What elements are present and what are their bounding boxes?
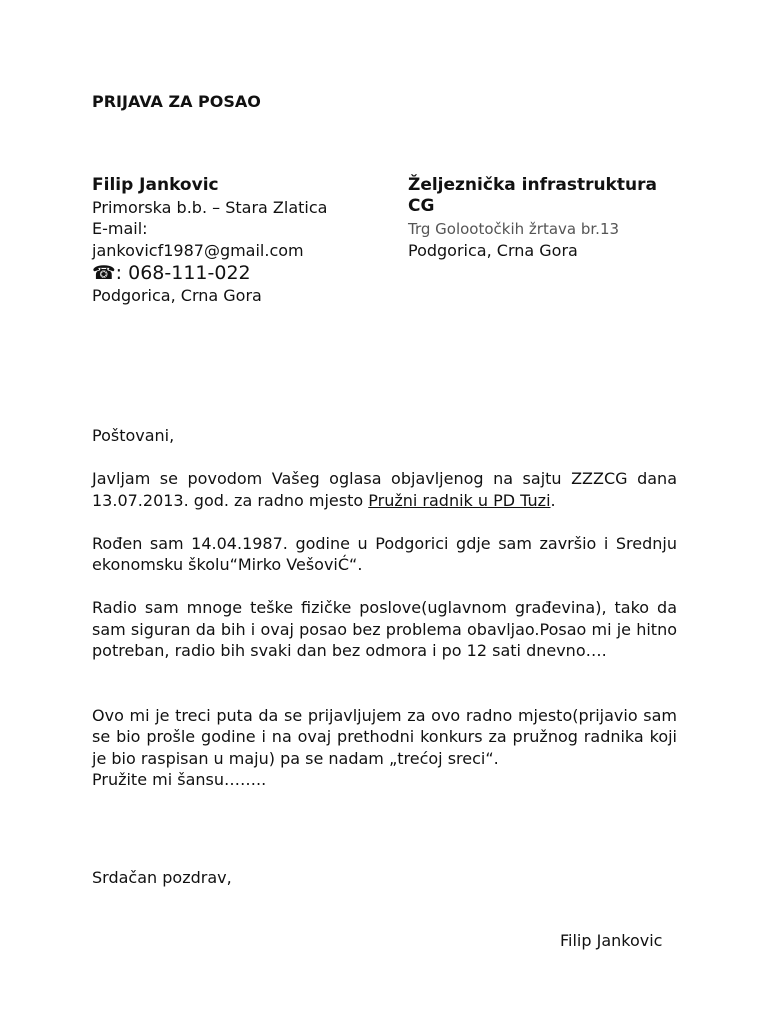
sender-name: Filip Jankovic	[92, 175, 219, 195]
recipient-org-line2: CG	[408, 196, 435, 216]
sender-city: Podgorica, Crna Gora	[92, 286, 262, 305]
signature: Filip Jankovic	[560, 931, 663, 950]
sender-phone: : 068-111-022	[115, 262, 251, 284]
paragraph-4: Ovo mi je treci puta da se prijavljujem za ovo radno mjesto(prijavio sam se bio prošle godine i na ovaj prethodni konkurs za pružnog radnika koji je bio raspisan u maju) pa se nadam „trećoj sreci“.	[92, 705, 677, 768]
paragraph-1	[92, 468, 677, 511]
salutation: Poštovani,	[92, 426, 175, 445]
sender-address: Primorska b.b. – Stara Zlatica	[92, 197, 328, 217]
recipient-org-line1: Željeznička infrastruktura	[408, 175, 657, 195]
recipient-block	[408, 175, 688, 261]
job-position-underlined: Pružni radnik u PD Tuzi	[368, 490, 551, 510]
sender-email: jankovicf1987@gmail.com	[92, 240, 304, 260]
paragraph-1-end: .	[550, 490, 556, 510]
document-title: PRIJAVA ZA POSAO	[92, 92, 261, 111]
sender-block	[92, 175, 392, 307]
sender-phone-line	[92, 261, 392, 285]
closing: Srdačan pozdrav,	[92, 868, 232, 887]
paragraph-2: Rođen sam 14.04.1987. godine u Podgorici gdje sam završio i Srednju ekonomsku školu“Mirko VešoviĆ“.	[92, 533, 677, 574]
recipient-street: Trg Golootočkih žrtava br.13	[408, 220, 620, 238]
paragraph-1-text: Javljam se povodom Vašeg oglasa objavljenog na sajtu ZZZCG dana 13.07.2013. god. za radno mjesto	[92, 469, 677, 510]
recipient-city: Podgorica, Crna Gora	[408, 241, 578, 260]
phone-icon: ☎	[92, 262, 116, 284]
sender-email-label: E-mail:	[92, 219, 148, 238]
paragraph-3: Radio sam mnoge teške fizičke poslove(uglavnom građevina), tako da sam siguran da bih i ovaj posao bez problema obavljao.Posao mi je hitno potreban, radio bih svaki dan bez odmora i po 12 sati dnevno….	[92, 598, 677, 660]
letter-body	[92, 425, 677, 791]
paragraph-5: Pružite mi šansu……..	[92, 770, 267, 789]
